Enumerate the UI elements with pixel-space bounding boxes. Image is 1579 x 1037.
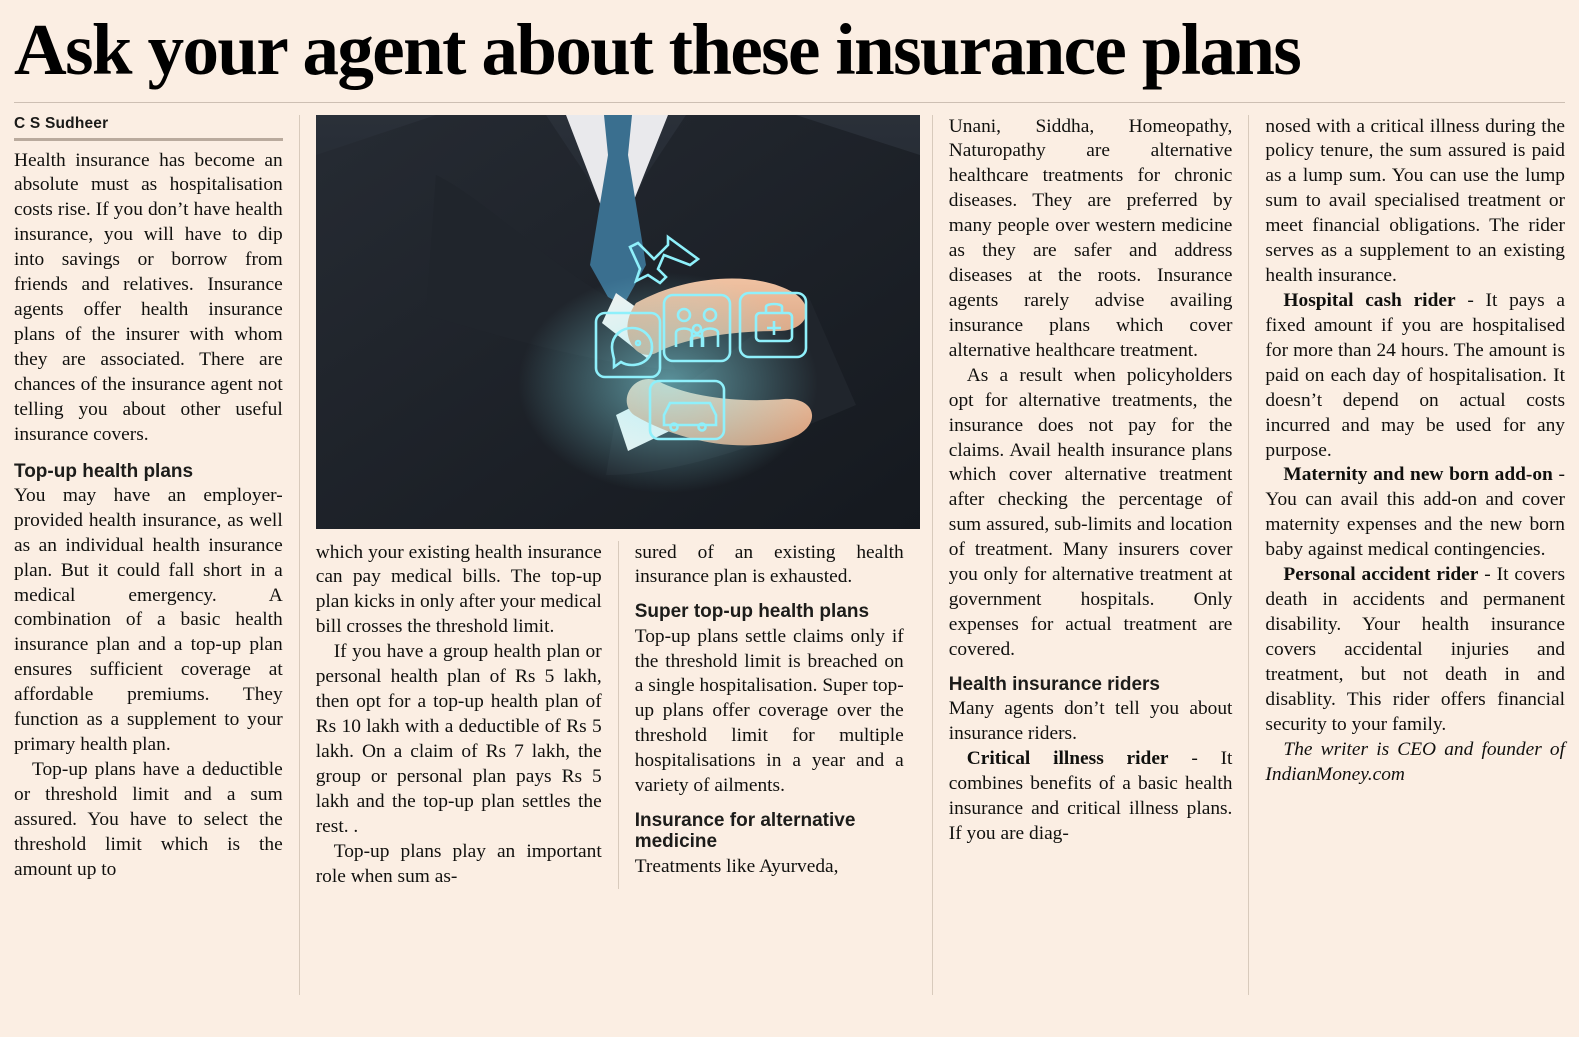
lead-in-label: Critical illness rider <box>966 747 1169 769</box>
paragraph-text: - It covers death in accidents and permanent disability. Your health insurance covers accidental injuries and treatment, but not death in and disablity. This rider offers financial security to your family. <box>1265 564 1566 735</box>
lead-in-label: Hospital cash rider <box>1283 289 1456 311</box>
paragraph: Top-up plans play an important role when sum as- <box>315 840 602 887</box>
paragraph-personal-accident-rider <box>1265 563 1565 737</box>
subheading-top-up-health-plans: Top-up health plans <box>14 460 194 482</box>
author-credit: The writer is CEO and founder of IndianMoney.com <box>1265 738 1565 785</box>
paragraph-text: - You can avail this add-on and cover maternity expenses and the new born baby against medical contingencies. <box>1265 464 1565 561</box>
subheading-super-top-up-health-plans: Super top-up health plans <box>634 601 870 623</box>
paragraph-maternity-add-on <box>1265 463 1565 563</box>
headline-divider <box>14 102 1565 103</box>
page-headline: Ask your agent about these insurance plans <box>14 9 1301 90</box>
article-photo <box>316 115 920 529</box>
paragraph: As a result when policyholders opt for alternative treatments, the insurance does not pay for the claims. Avail health insurance plans which cover alternative treatment after checking the percentage of sum assured, sub-limits and location of treatment. Many insurers cover you only for alternative treatment at government hospitals. Only expenses for actual treatment are covered. <box>948 364 1233 660</box>
column-2-3-group <box>299 115 932 995</box>
paragraph-text: - It combines benefits of a basic health insurance and critical illness plans. If you are diag- <box>948 747 1233 844</box>
article-columns <box>14 115 1565 995</box>
sub-columns <box>316 541 932 890</box>
column-2 <box>316 541 618 890</box>
subheading-insurance-for-alternative-medicine: Insurance for alternative medicine <box>634 810 856 853</box>
paragraph: If you have a group health plan or personal health plan of Rs 5 lakh, then opt for a top-up health plan of Rs 10 lakh with a deductible of Rs 5 lakh. On a claim of Rs 7 lakh, the group or personal plan pays Rs 5 lakh and the top-up plan settles the rest. . <box>315 641 602 837</box>
paragraph-critical-illness-rider <box>949 747 1233 847</box>
column-4 <box>932 115 1249 995</box>
lead-in-label: Maternity and new born add-on <box>1283 464 1553 486</box>
column-3 <box>618 541 920 890</box>
paragraph: Top-up plans have a deductible or threshold limit and a sum assured. You have to select the threshold limit which is the amount up to <box>14 759 283 880</box>
paragraph: Many agents don’t tell you about insurance riders. <box>948 698 1233 744</box>
paragraph-text: - It pays a fixed amount if you are hospitalised for more than 24 hours. The amount is paid on each day of hospitalisation. It doesn’t depend on actual costs incurred and may be used for any purpose. <box>1265 289 1566 461</box>
lead-in-label: Personal accident rider <box>1283 564 1479 586</box>
subheading-health-insurance-riders: Health insurance riders <box>948 673 1160 695</box>
column-5 <box>1248 115 1565 995</box>
paragraph: Unani, Siddha, Homeopathy, Naturopathy are alternative healthcare treatments for chronic diseases. They are preferred by many people over western medicine as they are safer and address diseases at the roots. Insurance agents rarely advise availing insurance plans which cover alternative healthcare treatment. <box>948 115 1233 361</box>
paragraph: sured of an existing health insurance plan is exhausted. <box>634 541 904 588</box>
column-1 <box>14 115 299 995</box>
byline: C S Sudheer <box>14 114 109 132</box>
paragraph: Treatments like Ayurveda, <box>634 855 839 877</box>
paragraph: Health insurance has become an absolute must as hospitalisation costs rise. If you don’t have health insurance, you will have to dip into savings or borrow from friends and relatives. Insurance agents offer health insurance plans of the insurer with whom they are associated. There are chances of the insurance agent not telling you about other useful insurance covers. <box>14 149 283 445</box>
photo-illustration <box>316 115 920 529</box>
paragraph: Top-up plans settle claims only if the threshold limit is breached on a single hospitalisation. Super top-up plans offer coverage over the threshold limit for multiple hospitalisations in a year and a variety of ailments. <box>634 625 904 797</box>
paragraph-hospital-cash-rider <box>1265 289 1565 463</box>
paragraph: You may have an employer-provided health insurance, as well as an individual health insurance plan. But it could fall short in a medical emergency. A combination of a basic health insurance plan and a top-up plan ensures sufficient coverage at affordable premiums. They function as a supplement to your primary health plan. <box>14 484 283 756</box>
paragraph: which your existing health insurance can pay medical bills. The top-up plan kicks in only after your medical bill crosses the threshold limit. <box>315 541 602 638</box>
paragraph: nosed with a critical illness during the policy tenure, the sum assured is paid as a lump sum. You can use the lump sum to avail specialised treatment or meet financial obligations. The rider serves as a supplement to an existing health insurance. <box>1265 115 1565 287</box>
byline-divider <box>14 138 283 141</box>
